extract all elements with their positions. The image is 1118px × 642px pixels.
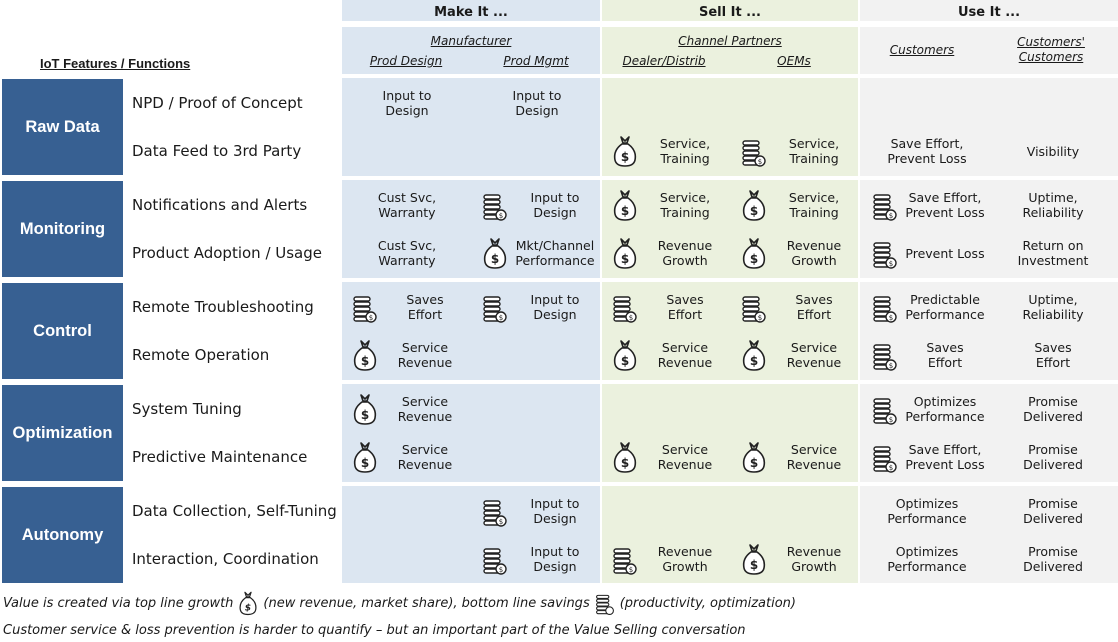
value-cell xyxy=(1008,127,1098,175)
header-sell-it: Sell It ... xyxy=(698,4,761,20)
value-text xyxy=(887,136,966,166)
value-cell xyxy=(769,229,859,277)
value-line-1: Cust Svc, xyxy=(377,190,437,205)
value-text xyxy=(658,238,712,268)
value-cell xyxy=(900,181,990,229)
band-separator xyxy=(0,74,1118,78)
value-text xyxy=(513,88,562,118)
value-line-1: Service, xyxy=(659,190,711,205)
money-bag-icon xyxy=(741,188,767,222)
value-text xyxy=(1034,340,1071,370)
svg-text:$: $ xyxy=(620,204,630,218)
value-text xyxy=(658,442,712,472)
feature-label: Interaction, Coordination xyxy=(132,550,319,568)
money-bag-icon xyxy=(741,236,767,270)
value-cell xyxy=(362,229,452,277)
value-cell xyxy=(380,283,470,331)
value-line-2: Revenue xyxy=(397,355,453,370)
money-bag-icon xyxy=(612,338,638,372)
svg-text:$: $ xyxy=(368,314,374,322)
value-cell xyxy=(900,433,990,481)
value-line-2: Design xyxy=(533,307,577,322)
value-text xyxy=(787,238,841,268)
footer-text-a: Value is created via top line growth xyxy=(3,595,234,611)
value-line-1: Service xyxy=(401,442,449,457)
coins-icon xyxy=(872,236,898,270)
value-cell xyxy=(1008,487,1098,535)
svg-text:$: $ xyxy=(749,558,759,572)
coins-icon xyxy=(482,494,508,528)
value-line-1: Revenue xyxy=(657,544,713,559)
value-line-1: Return on xyxy=(1022,238,1084,253)
value-line-1: Optimizes xyxy=(895,544,959,559)
value-text xyxy=(378,238,436,268)
column-header-dealer-distrib: Dealer/Distrib xyxy=(622,54,706,68)
svg-text:$: $ xyxy=(749,456,759,470)
value-line-1: Save Effort, xyxy=(908,190,982,205)
value-line-2: Revenue xyxy=(397,457,453,472)
feature-label: Data Feed to 3rd Party xyxy=(132,142,302,160)
svg-text:$: $ xyxy=(245,602,252,614)
value-line-1: Service xyxy=(790,340,838,355)
value-line-1: Cust Svc, xyxy=(377,238,437,253)
band-separator xyxy=(0,278,1118,282)
coins-icon xyxy=(872,188,898,222)
value-line-2: Delivered xyxy=(1023,457,1083,472)
value-line-1: Input to xyxy=(530,292,580,307)
value-line-1: Service xyxy=(401,394,449,409)
svg-text:$: $ xyxy=(628,566,634,574)
features-title: IoT Features / Functions xyxy=(40,56,191,71)
value-line-2: Training xyxy=(660,151,710,166)
svg-text:$: $ xyxy=(628,314,634,322)
band-separator xyxy=(0,380,1118,384)
band-separator xyxy=(0,176,1118,180)
svg-text:$: $ xyxy=(360,354,370,368)
money-bag-icon xyxy=(612,440,638,474)
svg-text:$: $ xyxy=(498,212,504,220)
value-cell xyxy=(362,79,452,127)
value-cell xyxy=(769,433,859,481)
value-line-2: Revenue xyxy=(657,457,713,472)
money-bag-icon xyxy=(612,188,638,222)
coins-icon xyxy=(482,542,508,576)
value-line-2: Performance xyxy=(887,511,967,526)
value-line-1: Optimizes xyxy=(895,496,959,511)
svg-text:$: $ xyxy=(757,314,763,322)
svg-text:$: $ xyxy=(888,314,894,322)
coins-icon xyxy=(594,590,616,616)
value-line-2: Design xyxy=(385,103,429,118)
value-line-2: Revenue xyxy=(657,355,713,370)
value-text xyxy=(658,544,712,574)
footer-line-2: Customer service & loss prevention is harder to quantify – but an important part of the Value Selling conversation xyxy=(3,622,746,638)
coins-icon xyxy=(482,188,508,222)
value-line-2: Revenue xyxy=(786,355,842,370)
value-text xyxy=(666,292,703,322)
value-line-2: Warranty xyxy=(378,205,436,220)
value-line-1: Service, xyxy=(788,190,840,205)
value-text xyxy=(905,442,984,472)
value-line-2: Reliability xyxy=(1022,307,1084,322)
subheader-customers-customers xyxy=(990,35,1112,65)
value-text xyxy=(1023,544,1083,574)
value-cell xyxy=(1008,229,1098,277)
value-line-2: Training xyxy=(660,205,710,220)
value-text xyxy=(787,442,841,472)
value-cell xyxy=(380,331,470,379)
value-line-2: Revenue xyxy=(786,457,842,472)
value-cell xyxy=(640,433,730,481)
money-bag-icon xyxy=(237,590,259,616)
subheader-customers-customers-line1: Customers' xyxy=(1017,35,1085,49)
value-cell xyxy=(1008,385,1098,433)
value-line-1: Saves xyxy=(926,340,964,355)
svg-text:$: $ xyxy=(490,252,500,266)
value-line-1: Input to xyxy=(530,190,580,205)
svg-text:$: $ xyxy=(888,416,894,424)
value-cell xyxy=(640,535,730,583)
feature-label: Product Adoption / Usage xyxy=(132,244,322,262)
value-cell xyxy=(1008,535,1098,583)
svg-text:$: $ xyxy=(757,158,763,166)
value-text xyxy=(378,190,436,220)
footer-text-b: (new revenue, market share), bottom line savings xyxy=(263,595,590,611)
value-line-1: Input to xyxy=(512,88,562,103)
value-cell xyxy=(769,331,859,379)
feature-label: Predictive Maintenance xyxy=(132,448,308,466)
category-control: Control xyxy=(2,283,123,379)
value-text xyxy=(905,292,984,322)
money-bag-icon xyxy=(352,440,378,474)
value-line-2: Delivered xyxy=(1023,559,1083,574)
column-header-prod-design: Prod Design xyxy=(369,54,443,68)
column-header-oems: OEMs xyxy=(777,54,811,68)
value-text xyxy=(660,190,710,220)
value-line-2: Delivered xyxy=(1023,409,1083,424)
value-line-1: Input to xyxy=(382,88,432,103)
value-cell xyxy=(640,127,730,175)
category-autonomy: Autonomy xyxy=(2,487,123,583)
value-line-1: Uptime, xyxy=(1028,292,1078,307)
value-line-1: Revenue xyxy=(786,544,842,559)
category-monitoring: Monitoring xyxy=(2,181,123,277)
value-cell xyxy=(1008,181,1098,229)
value-cell xyxy=(510,181,600,229)
value-line-2: Effort xyxy=(407,307,443,322)
value-line-1: Saves xyxy=(666,292,704,307)
value-line-2: Effort xyxy=(927,355,963,370)
svg-text:$: $ xyxy=(749,204,759,218)
value-cell xyxy=(510,535,600,583)
feature-label: Notifications and Alerts xyxy=(132,196,308,214)
svg-text:$: $ xyxy=(498,518,504,526)
value-line-2: Effort xyxy=(796,307,832,322)
value-text xyxy=(383,88,432,118)
feature-label: Data Collection, Self-Tuning xyxy=(132,502,337,520)
value-line-1: Service, xyxy=(659,136,711,151)
value-cell xyxy=(640,229,730,277)
feature-label: NPD / Proof of Concept xyxy=(132,94,303,112)
value-line-2: Performance xyxy=(515,253,595,268)
value-line-2: Growth xyxy=(791,253,837,268)
value-text xyxy=(1023,394,1083,424)
value-cell xyxy=(900,331,990,379)
value-cell xyxy=(640,283,730,331)
feature-label: Remote Operation xyxy=(132,346,270,364)
value-line-2: Prevent Loss xyxy=(905,457,985,472)
value-text xyxy=(905,394,984,424)
value-line-1: Mkt/Channel xyxy=(515,238,595,253)
svg-text:$: $ xyxy=(620,354,630,368)
column-header-prod-mgmt: Prod Mgmt xyxy=(503,54,569,68)
value-cell xyxy=(362,181,452,229)
value-text xyxy=(887,544,966,574)
value-line-2: Growth xyxy=(662,253,708,268)
value-line-2: Investment xyxy=(1017,253,1089,268)
value-line-1: Input to xyxy=(530,496,580,511)
value-line-2: Performance xyxy=(905,307,985,322)
value-text xyxy=(1023,496,1083,526)
value-text xyxy=(905,190,984,220)
value-line-2: Performance xyxy=(905,409,985,424)
value-line-1: Promise xyxy=(1028,496,1078,511)
value-text xyxy=(787,544,841,574)
value-line-2: Performance xyxy=(887,559,967,574)
subheader-channel-partners: Channel Partners xyxy=(678,34,782,48)
value-line-2: Design xyxy=(533,205,577,220)
value-line-2: Prevent Loss xyxy=(887,151,967,166)
svg-text:$: $ xyxy=(888,464,894,472)
value-line-2: Growth xyxy=(791,559,837,574)
value-cell xyxy=(769,535,859,583)
value-line-2: Delivered xyxy=(1023,511,1083,526)
subheader-customers-customers-line2: Customers xyxy=(1018,50,1084,64)
value-text xyxy=(531,292,580,322)
value-cell xyxy=(510,283,600,331)
svg-text:$: $ xyxy=(620,456,630,470)
value-cell xyxy=(900,385,990,433)
value-line-1: Save Effort, xyxy=(890,136,964,151)
value-text xyxy=(1018,238,1089,268)
svg-text:$: $ xyxy=(360,408,370,422)
value-text xyxy=(531,544,580,574)
value-text xyxy=(1022,190,1083,220)
footer-line-1 xyxy=(3,590,796,616)
band-separator xyxy=(0,482,1118,486)
value-cell xyxy=(769,127,859,175)
value-line-1: Saves xyxy=(1034,340,1072,355)
coins-icon xyxy=(872,338,898,372)
money-bag-icon xyxy=(741,440,767,474)
value-line-1: Saves xyxy=(795,292,833,307)
value-line-1: Optimizes xyxy=(913,394,977,409)
value-line-1: Service xyxy=(401,340,449,355)
value-cell xyxy=(380,433,470,481)
value-text xyxy=(660,136,710,166)
svg-text:$: $ xyxy=(498,314,504,322)
value-line-2: Design xyxy=(533,559,577,574)
value-cell xyxy=(1008,433,1098,481)
value-line-1: Promise xyxy=(1028,442,1078,457)
svg-text:$: $ xyxy=(360,456,370,470)
value-cell xyxy=(380,385,470,433)
value-cell xyxy=(1008,283,1098,331)
value-text xyxy=(1027,144,1079,159)
money-bag-icon xyxy=(612,134,638,168)
coins-icon xyxy=(612,290,638,324)
value-line-1: Saves xyxy=(406,292,444,307)
coins-icon xyxy=(352,290,378,324)
value-line-1: Uptime, xyxy=(1028,190,1078,205)
value-text xyxy=(926,340,963,370)
value-text xyxy=(787,340,841,370)
value-line-2: Effort xyxy=(667,307,703,322)
value-line-2: Warranty xyxy=(378,253,436,268)
value-text xyxy=(789,190,839,220)
value-line-1: Revenue xyxy=(657,238,713,253)
value-cell xyxy=(882,535,972,583)
value-cell xyxy=(640,181,730,229)
svg-text:$: $ xyxy=(888,212,894,220)
svg-text:$: $ xyxy=(620,150,630,164)
value-cell xyxy=(882,487,972,535)
coins-icon xyxy=(872,392,898,426)
feature-label: System Tuning xyxy=(132,400,242,418)
value-text xyxy=(515,238,594,268)
value-line-1: Prevent Loss xyxy=(905,245,985,261)
value-text xyxy=(1022,292,1083,322)
value-line-1: Visibility xyxy=(1026,143,1080,159)
coins-icon xyxy=(741,134,767,168)
value-line-2: Training xyxy=(789,205,839,220)
money-bag-icon xyxy=(482,236,508,270)
coins-icon xyxy=(872,290,898,324)
coins-icon xyxy=(482,290,508,324)
value-line-2: Effort xyxy=(1035,355,1071,370)
svg-text:$: $ xyxy=(749,252,759,266)
value-line-1: Service xyxy=(661,442,709,457)
value-line-1: Save Effort, xyxy=(908,442,982,457)
value-text xyxy=(531,190,580,220)
value-text xyxy=(398,442,452,472)
money-bag-icon xyxy=(741,542,767,576)
value-line-1: Service, xyxy=(788,136,840,151)
header-make-it: Make It ... xyxy=(434,4,508,20)
svg-text:$: $ xyxy=(749,354,759,368)
value-cell xyxy=(510,487,600,535)
money-bag-icon xyxy=(741,338,767,372)
svg-text:$: $ xyxy=(888,260,894,268)
value-cell xyxy=(640,331,730,379)
value-line-2: Reliability xyxy=(1022,205,1084,220)
value-cell xyxy=(900,283,990,331)
value-text xyxy=(789,136,839,166)
value-line-2: Training xyxy=(789,151,839,166)
value-line-2: Design xyxy=(515,103,559,118)
value-text xyxy=(795,292,832,322)
coins-icon xyxy=(741,290,767,324)
coins-icon xyxy=(872,440,898,474)
value-cell xyxy=(769,181,859,229)
value-line-1: Promise xyxy=(1028,394,1078,409)
value-line-1: Revenue xyxy=(786,238,842,253)
subheader-customers: Customers xyxy=(889,43,955,57)
value-line-1: Predictable xyxy=(910,292,980,307)
value-text xyxy=(658,340,712,370)
value-line-2: Design xyxy=(533,511,577,526)
value-text xyxy=(905,246,984,261)
value-line-1: Service xyxy=(661,340,709,355)
money-bag-icon xyxy=(352,392,378,426)
value-line-1: Input to xyxy=(530,544,580,559)
value-text xyxy=(531,496,580,526)
svg-text:$: $ xyxy=(888,362,894,370)
svg-text:$: $ xyxy=(620,252,630,266)
header-use-it: Use It ... xyxy=(957,4,1021,20)
feature-label: Remote Troubleshooting xyxy=(132,298,314,316)
category-raw-data: Raw Data xyxy=(2,79,123,175)
coins-icon xyxy=(612,542,638,576)
svg-text:$: $ xyxy=(498,566,504,574)
value-line-2: Growth xyxy=(662,559,708,574)
value-cell xyxy=(492,79,582,127)
subheader-manufacturer: Manufacturer xyxy=(430,34,512,48)
value-text xyxy=(398,394,452,424)
value-text xyxy=(406,292,443,322)
value-line-1: Promise xyxy=(1028,544,1078,559)
money-bag-icon xyxy=(352,338,378,372)
value-cell xyxy=(1008,331,1098,379)
category-optimization: Optimization xyxy=(2,385,123,481)
value-text xyxy=(1023,442,1083,472)
value-line-2: Revenue xyxy=(397,409,453,424)
value-text xyxy=(398,340,452,370)
value-cell xyxy=(510,229,600,277)
money-bag-icon xyxy=(612,236,638,270)
footer-text-c: (productivity, optimization) xyxy=(619,595,796,611)
value-line-1: Service xyxy=(790,442,838,457)
value-text xyxy=(887,496,966,526)
value-cell xyxy=(769,283,859,331)
value-cell xyxy=(900,229,990,277)
value-line-2: Prevent Loss xyxy=(905,205,985,220)
value-cell xyxy=(882,127,972,175)
